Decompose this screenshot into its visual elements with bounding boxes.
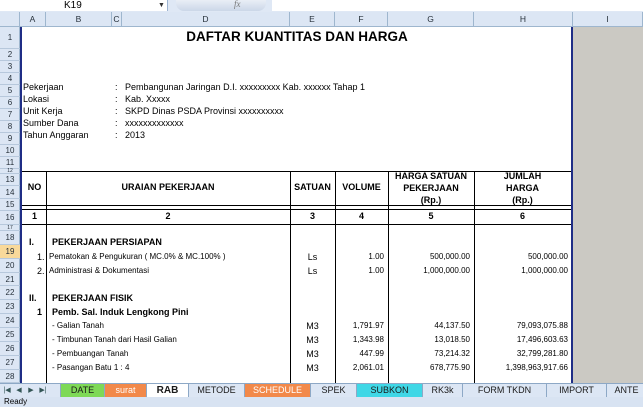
item-volume[interactable]: 1.00 — [368, 266, 384, 275]
info-label: Lokasi — [23, 94, 50, 104]
item-label[interactable]: Administrasi & Dokumentasi — [49, 266, 150, 275]
item-volume[interactable]: 1,343.98 — [352, 335, 384, 344]
sheet-title: DAFTAR KUANTITAS DAN HARGA — [186, 29, 408, 44]
header-volume: VOLUME — [342, 182, 381, 192]
info-sep: : — [115, 118, 118, 128]
column-number: 6 — [519, 211, 525, 221]
info-label: Pekerjaan — [23, 82, 64, 92]
sheet-tab-bar — [0, 383, 643, 397]
item-roman: II. — [29, 293, 37, 303]
formula-input[interactable] — [272, 0, 643, 11]
item-label[interactable]: - Galian Tanah — [52, 321, 104, 330]
item-satuan[interactable]: M3 — [306, 349, 319, 359]
column-number: 3 — [309, 211, 315, 221]
row-header[interactable]: 23 — [0, 300, 20, 314]
tab-ante[interactable]: ANTE — [606, 384, 643, 397]
row-header-selected[interactable]: 19 — [0, 245, 20, 259]
item-harga[interactable]: 678,775.90 — [429, 363, 470, 372]
info-sep: : — [115, 106, 118, 116]
item-no: 1. — [37, 252, 45, 262]
item-volume[interactable]: 447.99 — [359, 349, 384, 358]
row-header[interactable]: 20 — [0, 259, 20, 273]
row-header[interactable]: 7 — [0, 109, 20, 121]
item-volume[interactable]: 1.00 — [368, 252, 384, 261]
name-box[interactable]: K19 — [0, 0, 168, 11]
tab-import[interactable]: IMPORT — [546, 384, 606, 397]
row-header[interactable]: 14 — [0, 186, 20, 199]
item-harga[interactable]: 500,000.00 — [429, 252, 470, 261]
column-header-c[interactable]: C — [112, 12, 122, 27]
info-value: Kab. Xxxxx — [125, 94, 171, 104]
item-satuan[interactable]: Ls — [307, 266, 318, 276]
info-value: 2013 — [125, 130, 146, 140]
row-header[interactable]: 28 — [0, 370, 20, 383]
header-satuan: SATUAN — [294, 182, 331, 192]
item-jumlah[interactable]: 32,799,281.80 — [516, 349, 568, 358]
tab-date[interactable]: DATE — [60, 384, 104, 397]
column-header-d[interactable]: D — [122, 12, 290, 27]
tab-metode[interactable]: METODE — [188, 384, 244, 397]
status-bar: Ready — [0, 397, 643, 407]
row-header[interactable]: 1 — [0, 27, 20, 49]
info-label: Tahun Anggaran — [23, 130, 89, 140]
header-no: NO — [27, 182, 42, 192]
row-header[interactable]: 2 — [0, 49, 20, 61]
header-jumlah: HARGA — [506, 183, 539, 193]
item-jumlah[interactable]: 500,000.00 — [527, 252, 568, 261]
row-header[interactable]: 4 — [0, 73, 20, 85]
item-jumlah[interactable]: 17,496,603.63 — [516, 335, 568, 344]
column-header-b[interactable]: B — [46, 12, 112, 27]
fx-icon: fx — [234, 0, 241, 9]
insert-function-button[interactable] — [176, 0, 266, 11]
info-sep: : — [115, 94, 118, 104]
table-border — [22, 224, 571, 225]
info-sep: : — [115, 82, 118, 92]
table-border — [22, 205, 571, 206]
item-harga[interactable]: 44,137.50 — [434, 321, 470, 330]
item-jumlah[interactable]: 79,093,075.88 — [516, 321, 568, 330]
prev-sheet-icon[interactable]: ◀ — [16, 387, 22, 394]
item-satuan[interactable]: Ls — [307, 252, 318, 262]
info-value: xxxxxxxxxxxxx — [125, 118, 184, 128]
item-label: PEKERJAAN FISIK — [52, 293, 134, 303]
item-label: Pemb. Sal. Induk Lengkong Pini — [52, 307, 189, 317]
tab-rab[interactable]: RAB — [146, 384, 188, 397]
item-volume[interactable]: 2,061.01 — [352, 363, 384, 372]
header-uraian: URAIAN PEKERJAAN — [121, 182, 215, 192]
item-label[interactable]: - Pasangan Batu 1 : 4 — [52, 363, 130, 372]
row-header[interactable]: 21 — [0, 273, 20, 286]
header-harga-satuan: (Rp.) — [420, 195, 442, 205]
row-header[interactable]: 8 — [0, 121, 20, 133]
header-jumlah: (Rp.) — [512, 195, 533, 205]
tab-surat[interactable]: surat — [104, 384, 146, 397]
column-number: 4 — [358, 211, 364, 221]
item-satuan[interactable]: M3 — [306, 335, 319, 345]
column-header-g[interactable]: G — [388, 12, 474, 27]
item-label[interactable]: - Timbunan Tanah dari Hasil Galian — [52, 335, 177, 344]
item-harga[interactable]: 73,214.32 — [434, 349, 470, 358]
column-headers — [0, 12, 643, 27]
item-label[interactable]: - Pembuangan Tanah — [52, 349, 129, 358]
info-value: Pembangunan Jaringan D.I. xxxxxxxxx Kab. xxxxxx Tahap 1 — [125, 82, 365, 92]
column-header-f[interactable]: F — [335, 12, 388, 27]
item-label: PEKERJAAN PERSIAPAN — [52, 237, 162, 247]
row-header[interactable]: 15 — [0, 199, 20, 211]
next-sheet-icon[interactable]: ▶ — [28, 387, 34, 394]
row-header[interactable]: 11 — [0, 157, 20, 169]
item-no: 2. — [37, 266, 45, 276]
item-jumlah[interactable]: 1,398,963,917.66 — [505, 363, 568, 372]
item-volume[interactable]: 1,791.97 — [352, 321, 384, 330]
tab-subkon[interactable]: SUBKON — [356, 384, 422, 397]
header-harga-satuan: PEKERJAAN — [403, 183, 459, 193]
column-number: 5 — [428, 211, 434, 221]
item-satuan[interactable]: M3 — [306, 363, 319, 373]
info-value: SKPD Dinas PSDA Provinsi xxxxxxxxxx — [125, 106, 284, 116]
info-label: Sumber Dana — [23, 118, 79, 128]
info-sep: : — [115, 130, 118, 140]
row-header[interactable]: 9 — [0, 133, 20, 145]
header-jumlah: JUMLAH — [503, 171, 542, 181]
table-border — [46, 171, 47, 383]
row-header[interactable]: 22 — [0, 286, 20, 300]
select-all-corner[interactable] — [0, 12, 20, 27]
chevron-down-icon[interactable]: ▼ — [158, 2, 165, 9]
tab-form-tkdn[interactable]: FORM TKDN — [462, 384, 546, 397]
header-harga-satuan: HARGA SATUAN — [395, 171, 467, 181]
row-header[interactable]: 5 — [0, 85, 20, 97]
row-header[interactable]: 18 — [0, 231, 20, 245]
tab-rk3k[interactable]: RK3k — [422, 384, 462, 397]
row-header[interactable]: 16 — [0, 211, 20, 225]
column-number: 2 — [165, 211, 171, 221]
row-header[interactable]: 24 — [0, 314, 20, 328]
column-header-h[interactable]: H — [474, 12, 573, 27]
row-header[interactable]: 6 — [0, 97, 20, 109]
tab-spek[interactable]: SPEK — [310, 384, 356, 397]
item-jumlah[interactable]: 1,000,000.00 — [521, 266, 568, 275]
column-number: 1 — [31, 211, 37, 221]
row-headers — [0, 27, 20, 383]
column-header-i[interactable]: I — [573, 12, 643, 27]
row-header[interactable]: 26 — [0, 342, 20, 356]
row-header[interactable]: 13 — [0, 174, 20, 186]
item-no: 1 — [37, 307, 43, 317]
row-header[interactable]: 12 — [0, 169, 20, 174]
row-header[interactable]: 25 — [0, 328, 20, 342]
row-header[interactable]: 10 — [0, 145, 20, 157]
row-header[interactable]: 17 — [0, 225, 20, 231]
row-header[interactable]: 3 — [0, 61, 20, 73]
column-header-e[interactable]: E — [290, 12, 335, 27]
page-break-line — [571, 27, 573, 383]
info-label: Unit Kerja — [23, 106, 63, 116]
outside-print-area — [573, 27, 643, 383]
item-satuan[interactable]: M3 — [306, 321, 319, 331]
item-harga[interactable]: 13,018.50 — [434, 335, 470, 344]
item-roman: I. — [29, 237, 35, 247]
tab-schedule[interactable]: SCHEDULE — [244, 384, 310, 397]
row-header[interactable]: 27 — [0, 356, 20, 370]
item-harga[interactable]: 1,000,000.00 — [423, 266, 470, 275]
first-sheet-icon[interactable]: |◀ — [3, 387, 11, 394]
column-header-a[interactable]: A — [20, 12, 46, 27]
last-sheet-icon[interactable]: ▶| — [39, 387, 47, 394]
table-border — [22, 209, 571, 210]
item-label[interactable]: Pematokan & Pengukuran ( MC.0% & MC.100% ) — [49, 252, 226, 261]
